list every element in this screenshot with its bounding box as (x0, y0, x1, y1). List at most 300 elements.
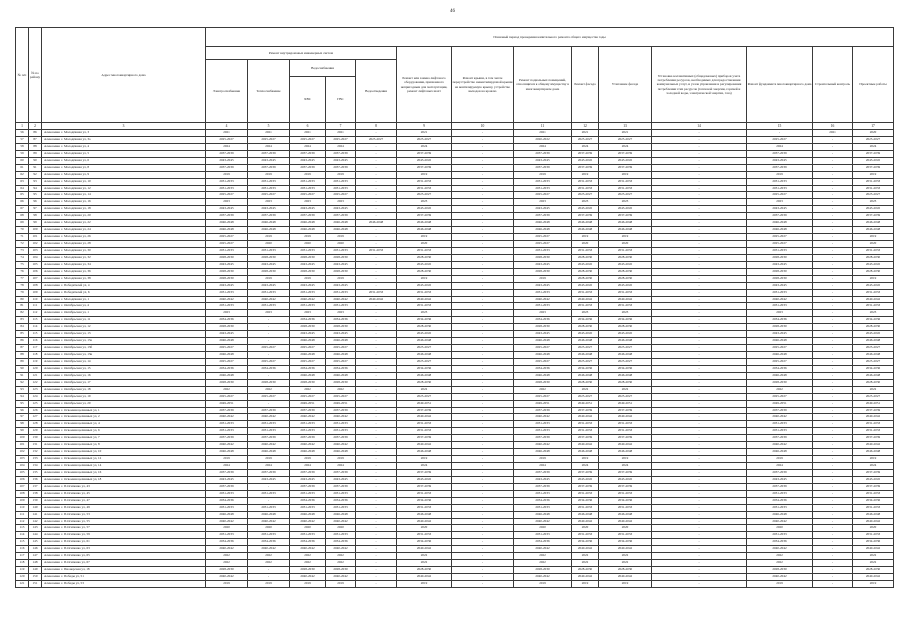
table-row (16, 150, 894, 157)
table-cell: - (652, 164, 747, 171)
table-row (16, 241, 894, 248)
table-cell: 2040-2042 (853, 518, 894, 525)
address-cell: Алексеевка с. Молодёжная ул, 24 (42, 227, 206, 234)
table-cell: 2028-2030 (747, 254, 813, 261)
table-cell: 2019 (397, 234, 452, 241)
table-cell: - (248, 567, 290, 574)
table-cell: 115 (29, 331, 42, 338)
table-cell: 63 (16, 178, 29, 185)
table-cell: 2031-2033 (326, 421, 356, 428)
table-cell: 2043-2045 (572, 206, 599, 213)
address-cell: Алексеевка с. П.Осипенко ул, 55 (42, 518, 206, 525)
table-cell: 2037-2039 (853, 213, 894, 220)
table-cell: 2031-2033 (248, 247, 290, 254)
address-cell: Алексеевка с. Освоения целинных ул, 14 (42, 463, 206, 470)
table-cell: 2022 (747, 553, 813, 560)
table-cell: 2031-2033 (248, 490, 290, 497)
table-cell: 2031-2033 (747, 428, 813, 435)
table-cell: 2043-2045 (599, 206, 652, 213)
table-cell: - (452, 560, 514, 567)
table-cell: 2028-2030 (248, 254, 290, 261)
table-cell: 2024 (514, 463, 572, 470)
table-cell: - (452, 442, 514, 449)
table-cell: - (452, 435, 514, 442)
table-cell: 2022 (599, 553, 652, 560)
table-row (16, 157, 894, 164)
table-row (16, 532, 894, 539)
table-cell: - (452, 497, 514, 504)
table-cell: 2034-2036 (599, 497, 652, 504)
table-cell: 2046-2048 (853, 227, 894, 234)
table-cell: - (652, 539, 747, 546)
table-cell: 2023 (572, 310, 599, 317)
table-cell: 2019 (290, 275, 326, 282)
table-cell: 147 (29, 553, 42, 560)
table-cell: 2024 (326, 143, 356, 150)
table-cell: 2046-2048 (747, 372, 813, 379)
table-cell: 93 (16, 386, 29, 393)
table-cell: 2031-2033 (514, 428, 572, 435)
table-cell: 2021 (326, 130, 356, 137)
table-cell: - (652, 192, 747, 199)
table-cell: 2046-2048 (747, 227, 813, 234)
table-cell: 2031-2033 (206, 504, 248, 511)
table-cell: 2023 (206, 310, 248, 317)
table-cell: - (452, 574, 514, 581)
table-cell: - (452, 358, 514, 365)
table-cell: - (813, 324, 853, 331)
address-cell: Алексеевка с. Молодёжная ул, 18 (42, 206, 206, 213)
table-row (16, 511, 894, 518)
table-cell: 2037-2039 (853, 150, 894, 157)
table-cell: 2046-2048 (599, 220, 652, 227)
table-row (16, 435, 894, 442)
table-cell: 2043-2045 (206, 157, 248, 164)
table-cell: 2022 (572, 386, 599, 393)
table-cell: 2034-2036 (853, 317, 894, 324)
table-cell: 2025-2027 (397, 136, 452, 143)
table-cell: 114 (16, 532, 29, 539)
table-cell: 136 (29, 476, 42, 483)
table-cell: 2034-2036 (747, 539, 813, 546)
table-cell: - (652, 546, 747, 553)
column-numbers-row (16, 123, 894, 130)
table-cell: 2025-2027 (290, 136, 326, 143)
table-cell: 2028-2030 (599, 567, 652, 574)
table-cell: - (652, 171, 747, 178)
table-cell: 2034-2036 (853, 539, 894, 546)
table-cell: 2020 (599, 525, 652, 532)
table-cell: 2024 (248, 463, 290, 470)
address-cell: Алексеевка с. Молодёжная ул, 3 (42, 130, 206, 137)
table-cell: 2031-2033 (853, 303, 894, 310)
table-cell: 2037-2039 (290, 150, 326, 157)
table-cell: 2031-2033 (853, 421, 894, 428)
table-cell: 2046-2048 (514, 220, 572, 227)
table-cell: 2043-2045 (206, 206, 248, 213)
table-cell: 2020 (326, 241, 356, 248)
table-cell: 2040-2042 (397, 296, 452, 303)
table-row (16, 379, 894, 386)
table-cell: 2020 (326, 525, 356, 532)
table-cell: 2046-2048 (248, 227, 290, 234)
table-cell: - (652, 296, 747, 303)
table-cell: 2040-2042 (206, 296, 248, 303)
table-cell: 2031-2033 (599, 532, 652, 539)
table-cell: 2031-2033 (290, 289, 326, 296)
table-cell: - (356, 435, 397, 442)
table-cell: 2037-2039 (206, 164, 248, 171)
table-cell: 2034-2036 (290, 365, 326, 372)
address-cell: Алексеевка с. Победителей ул, 4 (42, 282, 206, 289)
table-cell: 95 (29, 192, 42, 199)
table-row (16, 574, 894, 581)
table-row (16, 324, 894, 331)
table-cell: 2040-2042 (853, 442, 894, 449)
table-cell: 2037-2039 (747, 213, 813, 220)
table-cell: 2040-2042 (514, 546, 572, 553)
table-cell: 2028-2030 (290, 567, 326, 574)
table-row (16, 476, 894, 483)
table-cell: - (652, 428, 747, 435)
table-cell: 111 (16, 511, 29, 518)
table-cell: - (652, 574, 747, 581)
table-cell: 2037-2039 (326, 213, 356, 220)
table-cell: 148 (29, 560, 42, 567)
table-cell: 2025-2027 (572, 345, 599, 352)
table-cell: - (356, 407, 397, 414)
table-cell: - (652, 157, 747, 164)
table-cell: 2025-2027 (326, 192, 356, 199)
table-cell: 57 (16, 136, 29, 143)
table-cell: - (452, 254, 514, 261)
capital-repair-table (15, 27, 894, 588)
table-cell: 101 (29, 234, 42, 241)
table-cell: 2031-2033 (206, 421, 248, 428)
table-cell: 2028-2030 (290, 254, 326, 261)
table-cell: 2022 (853, 386, 894, 393)
table-cell: 2028-2030 (599, 275, 652, 282)
table-cell: 138 (29, 490, 42, 497)
table-cell: 119 (16, 567, 29, 574)
table-cell: - (813, 525, 853, 532)
table-cell: 68 (16, 213, 29, 220)
table-row (16, 282, 894, 289)
table-cell: - (356, 227, 397, 234)
table-cell: 2046-2048 (290, 352, 326, 359)
table-cell: - (356, 268, 397, 275)
table-cell: 2043-2045 (514, 206, 572, 213)
table-cell: 2020 (599, 241, 652, 248)
table-cell: 2022 (747, 560, 813, 567)
table-cell: 2028-2030 (599, 268, 652, 275)
table-cell: 2043-2045 (397, 282, 452, 289)
table-cell: - (452, 511, 514, 518)
table-cell: 2024 (572, 463, 599, 470)
table-cell: - (356, 456, 397, 463)
table-cell: 2028-2030 (599, 254, 652, 261)
table-cell: - (652, 469, 747, 476)
table-cell: 2034-2036 (206, 539, 248, 546)
table-cell: 2040-2042 (248, 518, 290, 525)
table-cell: - (652, 130, 747, 137)
table-cell: 2034-2036 (397, 317, 452, 324)
table-cell: 2046-2048 (747, 511, 813, 518)
table-cell: 2024 (853, 463, 894, 470)
table-cell: 2028-2030 (206, 268, 248, 275)
plan-period-header: Плановый период проведения капитального ремонта общего имущества годы (206, 28, 894, 47)
table-cell: 2043-2045 (326, 282, 356, 289)
table-row (16, 338, 894, 345)
table-cell: 2037-2039 (248, 164, 290, 171)
table-cell: - (813, 469, 853, 476)
table-cell: 2025-2027 (599, 136, 652, 143)
table-cell: - (813, 352, 853, 359)
table-cell: 2028-2030 (397, 567, 452, 574)
table-cell: 2043-2045 (326, 206, 356, 213)
table-cell: 2023 (747, 310, 813, 317)
table-cell: 151 (29, 580, 42, 587)
table-cell: 2020 (853, 241, 894, 248)
table-cell: 2022 (599, 386, 652, 393)
table-cell: - (813, 136, 853, 143)
table-cell: 132 (29, 449, 42, 456)
table-cell: 2031-2033 (514, 532, 572, 539)
table-cell: 2023 (747, 199, 813, 206)
table-cell: 104 (16, 463, 29, 470)
table-row (16, 442, 894, 449)
address-cell: Алексеевка с. Освоения целинных ул, 10 (42, 449, 206, 456)
table-cell: 2040-2042 (599, 546, 652, 553)
table-cell: - (452, 414, 514, 421)
table-cell: - (452, 539, 514, 546)
address-cell: Алексеевка с. Октябрьская ул, 13 (42, 331, 206, 338)
table-cell: 2037-2039 (747, 435, 813, 442)
table-cell: 2020 (248, 241, 290, 248)
table-cell: 61 (16, 164, 29, 171)
table-cell: 2023 (514, 199, 572, 206)
table-cell: 2022 (290, 386, 326, 393)
table-cell: 2022 (572, 560, 599, 567)
table-cell: - (652, 268, 747, 275)
table-cell: - (356, 442, 397, 449)
table-cell: 2022 (572, 553, 599, 560)
table-cell: - (248, 483, 290, 490)
table-cell: 2023 (599, 310, 652, 317)
table-cell: 2046-2048 (206, 372, 248, 379)
table-cell: 2023 (290, 310, 326, 317)
table-cell: 2037-2039 (747, 150, 813, 157)
table-cell: 2037-2039 (599, 407, 652, 414)
table-cell: 124 (29, 393, 42, 400)
table-cell: 2043-2045 (290, 261, 326, 268)
table-cell: 2046-2048 (356, 220, 397, 227)
table-cell: - (813, 546, 853, 553)
table-cell: - (652, 393, 747, 400)
table-cell: - (452, 428, 514, 435)
table-cell: 2019 (853, 234, 894, 241)
table-cell: 2037-2039 (514, 435, 572, 442)
address-cell: Алексеевка с. Молодёжная ул, 38 (42, 275, 206, 282)
table-cell: - (813, 560, 853, 567)
table-cell: - (452, 338, 514, 345)
table-cell: - (356, 254, 397, 261)
address-cell: Алексеевка с. П.Осипенко ул, 53 (42, 511, 206, 518)
table-cell: 2043-2045 (326, 476, 356, 483)
table-cell: 2031-2033 (599, 504, 652, 511)
table-cell: 2031-2033 (248, 178, 290, 185)
table-cell: 2019 (206, 456, 248, 463)
table-cell: 2028-2030 (326, 379, 356, 386)
table-cell: 2025-2027 (206, 345, 248, 352)
table-cell: - (652, 386, 747, 393)
table-cell: 2031-2033 (747, 532, 813, 539)
table-cell: - (813, 580, 853, 587)
table-cell: 2025-2027 (248, 345, 290, 352)
column-number: 13 (599, 123, 652, 130)
table-cell: 2046-2048 (853, 220, 894, 227)
table-cell: 2019 (599, 456, 652, 463)
table-cell: - (652, 275, 747, 282)
table-cell: - (813, 310, 853, 317)
table-row (16, 400, 894, 407)
address-cell: Алексеевка с. Октябрьская ул, 1 (42, 310, 206, 317)
table-cell: - (356, 130, 397, 137)
table-cell: 2022 (248, 560, 290, 567)
table-cell: - (652, 331, 747, 338)
table-cell: 2034-2036 (397, 365, 452, 372)
table-cell: 97 (29, 206, 42, 213)
table-cell: 85 (16, 331, 29, 338)
table-cell: 2037-2039 (853, 407, 894, 414)
table-cell: 83 (16, 317, 29, 324)
table-cell: - (652, 303, 747, 310)
table-cell: 2046-2048 (206, 338, 248, 345)
address-cell: Алексеевка с. П.Осипенко ул, 65 (42, 553, 206, 560)
table-cell: 137 (29, 483, 42, 490)
table-cell: - (356, 143, 397, 150)
table-cell: 2040-2042 (326, 296, 356, 303)
table-cell: 2031-2033 (514, 289, 572, 296)
address-cell: Алексеевка с. Октябрьская ул, 13в (42, 352, 206, 359)
table-cell: 2023 (572, 199, 599, 206)
table-row (16, 518, 894, 525)
table-cell: - (652, 532, 747, 539)
table-cell: 2046-2048 (326, 511, 356, 518)
water-supply-header: Водоснабжения (290, 60, 356, 77)
table-cell: 105 (16, 469, 29, 476)
table-cell: 2049-2051 (572, 400, 599, 407)
table-cell: 2040-2042 (326, 518, 356, 525)
table-cell: 2037-2039 (747, 164, 813, 171)
table-cell: 2031-2033 (397, 490, 452, 497)
table-cell: 2019 (747, 580, 813, 587)
table-cell: 2046-2048 (572, 220, 599, 227)
table-cell: 81 (16, 303, 29, 310)
table-cell: - (652, 199, 747, 206)
table-cell: 2025-2027 (290, 393, 326, 400)
table-row (16, 372, 894, 379)
table-cell: 2031-2033 (514, 185, 572, 192)
table-cell: - (356, 338, 397, 345)
table-cell: 2046-2048 (572, 352, 599, 359)
table-cell: - (356, 463, 397, 470)
table-cell: 60 (16, 157, 29, 164)
table-cell: 2019 (248, 234, 290, 241)
table-cell: - (813, 372, 853, 379)
table-cell: 2037-2039 (514, 213, 572, 220)
table-cell: 2046-2048 (853, 511, 894, 518)
table-cell: 2040-2042 (599, 414, 652, 421)
table-cell: 106 (16, 476, 29, 483)
column-number: 14 (652, 123, 747, 130)
table-cell: - (652, 185, 747, 192)
table-cell: 2040-2042 (572, 442, 599, 449)
address-cell: Алексеевка с. Победы ул, 51 (42, 574, 206, 581)
table-cell: 109 (29, 289, 42, 296)
address-cell: Алексеевка с. Октябрьская ул, 16 (42, 372, 206, 379)
table-cell: 2031-2033 (248, 185, 290, 192)
table-cell: - (452, 525, 514, 532)
table-cell: 2046-2048 (206, 352, 248, 359)
table-cell: 2043-2045 (853, 282, 894, 289)
table-cell: 2046-2048 (514, 352, 572, 359)
table-cell: 99 (16, 428, 29, 435)
table-row (16, 261, 894, 268)
table-cell: 2037-2039 (248, 407, 290, 414)
table-cell: - (356, 365, 397, 372)
table-cell: 133 (29, 456, 42, 463)
table-cell: 2019 (514, 456, 572, 463)
table-cell: 2022 (326, 386, 356, 393)
table-cell: 2043-2045 (599, 476, 652, 483)
table-cell: 2031-2033 (248, 428, 290, 435)
address-cell: Алексеевка с. Молодёжная ул, 14 (42, 192, 206, 199)
table-cell: - (652, 525, 747, 532)
table-cell: 2022 (206, 553, 248, 560)
table-cell: 2021 (397, 130, 452, 137)
table-cell: 2043-2045 (290, 157, 326, 164)
table-cell: 110 (16, 504, 29, 511)
table-cell: 2025-2027 (514, 358, 572, 365)
table-cell: 2024 (747, 463, 813, 470)
table-cell: 2031-2033 (853, 504, 894, 511)
table-cell: - (747, 130, 813, 137)
table-cell: - (813, 400, 853, 407)
table-row (16, 449, 894, 456)
address-cell: Алексеевка с. Освоения целинных ул, 4 (42, 421, 206, 428)
table-row (16, 483, 894, 490)
address-cell: Алексеевка с. Освоения целинных ул, 1 (42, 407, 206, 414)
roof-header: Ремонт крыши, в том числе переустройство невентилируемой крыши на вентилируемую крышу, устройство выходов на кровлю (452, 47, 514, 123)
table-cell: - (452, 199, 514, 206)
table-cell: 2025-2027 (206, 393, 248, 400)
table-cell: - (356, 164, 397, 171)
table-cell: 2025-2027 (206, 136, 248, 143)
address-cell: Алексеевка с. Молодёжная ул, 16 (42, 199, 206, 206)
table-cell: 2019 (514, 580, 572, 587)
table-cell: - (652, 136, 747, 143)
table-cell: - (813, 476, 853, 483)
table-cell: 2031-2033 (356, 247, 397, 254)
table-cell: - (452, 331, 514, 338)
table-cell: 2043-2045 (326, 261, 356, 268)
table-cell: - (813, 393, 853, 400)
table-cell: 2037-2039 (747, 407, 813, 414)
table-cell: 2037-2039 (326, 483, 356, 490)
table-cell: 2031-2033 (572, 490, 599, 497)
table-cell: 2037-2039 (514, 469, 572, 476)
